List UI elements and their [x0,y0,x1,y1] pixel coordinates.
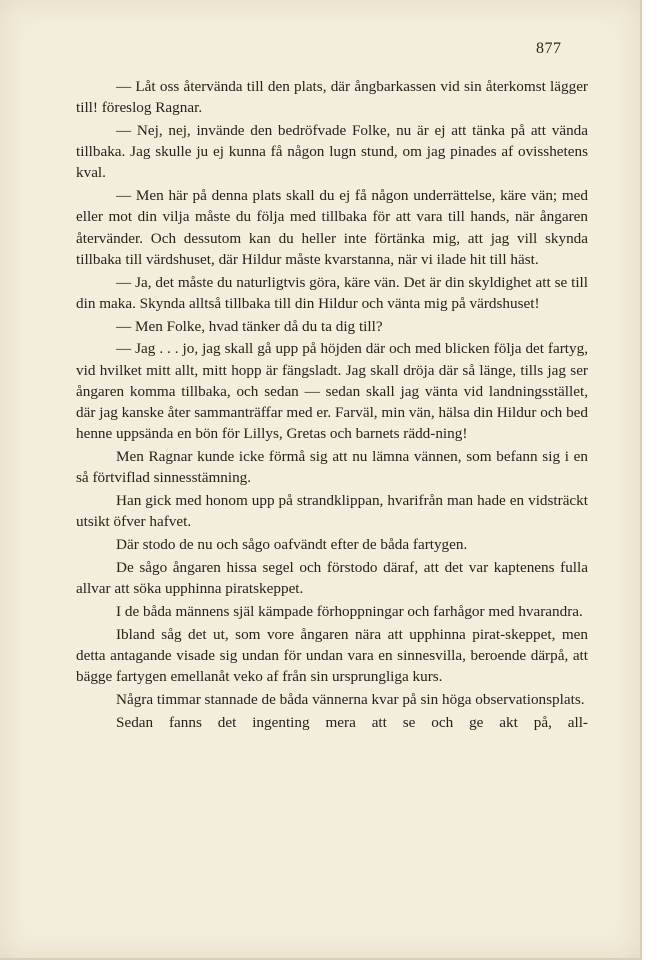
paragraph: Men Ragnar kunde icke förmå sig att nu lämna vännen, som befann sig i en så förtviflad sinnesstämning. [76,448,588,487]
body-text [76,76,588,734]
paragraph: Där stodo de nu och sågo oafvändt efter de båda fartygen. [116,536,468,554]
paragraph: Sedan fanns det ingenting mera att se och ge akt på, all- [116,713,588,731]
page-number: 877 [536,40,562,57]
paragraph: — Låt oss återvända till den plats, där ångbarkassen vid sin återkomst lägger till! föreslog Ragnar. [76,78,588,117]
paragraph: Han gick med honom upp på strandklippan, hvarifrån man hade en vidsträckt utsikt öfver hafvet. [76,492,588,531]
paragraph: De sågo ångaren hissa segel och förstodo däraf, att det var kaptenens fulla allvar att söka upphinna piratskeppet. [76,558,588,598]
paragraph: — Men Folke, hvad tänker då du ta dig till? [116,317,383,335]
paragraph: — Men här på denna plats skall du ej få någon underrättelse, käre vän; med eller mot din vilja måste du följa med tillbaka för att vara till hands, när ångaren återvänder. Och dessutom kan du heller inte förtänka mig, att jag vill skynda tillbaka till värdshuset, där Hildur måste kvarstanna, när vi ilade hit till häst. [76,187,588,268]
paragraph: — Jag . . . jo, jag skall gå upp på höjden där och med blicken följa det fartyg, vid hvilket mitt allt, mitt hopp är fängsladt. Jag skall dröja där så länge, tills jag ser ångaren komma tillbaka, och sedan — sedan skall jag vänta vid landningsstället, där jag kanske åter sammanträffar med er. Farväl, min vän, hälsa din Hildur och bed henne uppsända en bön för Lillys, Gretas och barnets rädd-ning! [76,340,588,443]
paragraph: — Ja, det måste du naturligtvis göra, käre vän. Det är din skyldighet att se till din maka. Skynda alltså tillbaka till din Hildur och vänta mig på värdshuset! [76,273,588,312]
paragraph: Några timmar stannade de båda vännerna kvar på sin höga observationsplats. [116,690,585,708]
paragraph: I de båda männens själ kämpade förhoppningar och farhågor med hvarandra. [116,602,583,620]
paragraph: — Nej, nej, invände den bedröfvade Folke, nu är ej att tänka på att vända tillbaka. Jag skulle ju ej kunna få någon lugn stund, om jag pinades af ovisshetens kval. [76,122,588,182]
paragraph: Ibland såg det ut, som vore ångaren nära att upphinna pirat-skeppet, men detta antagande visade sig undan för undan vara en sinnesvilla, beroende därpå, att bägge fartygen emellanåt veko af från sin ursprungliga kurs. [76,625,588,686]
